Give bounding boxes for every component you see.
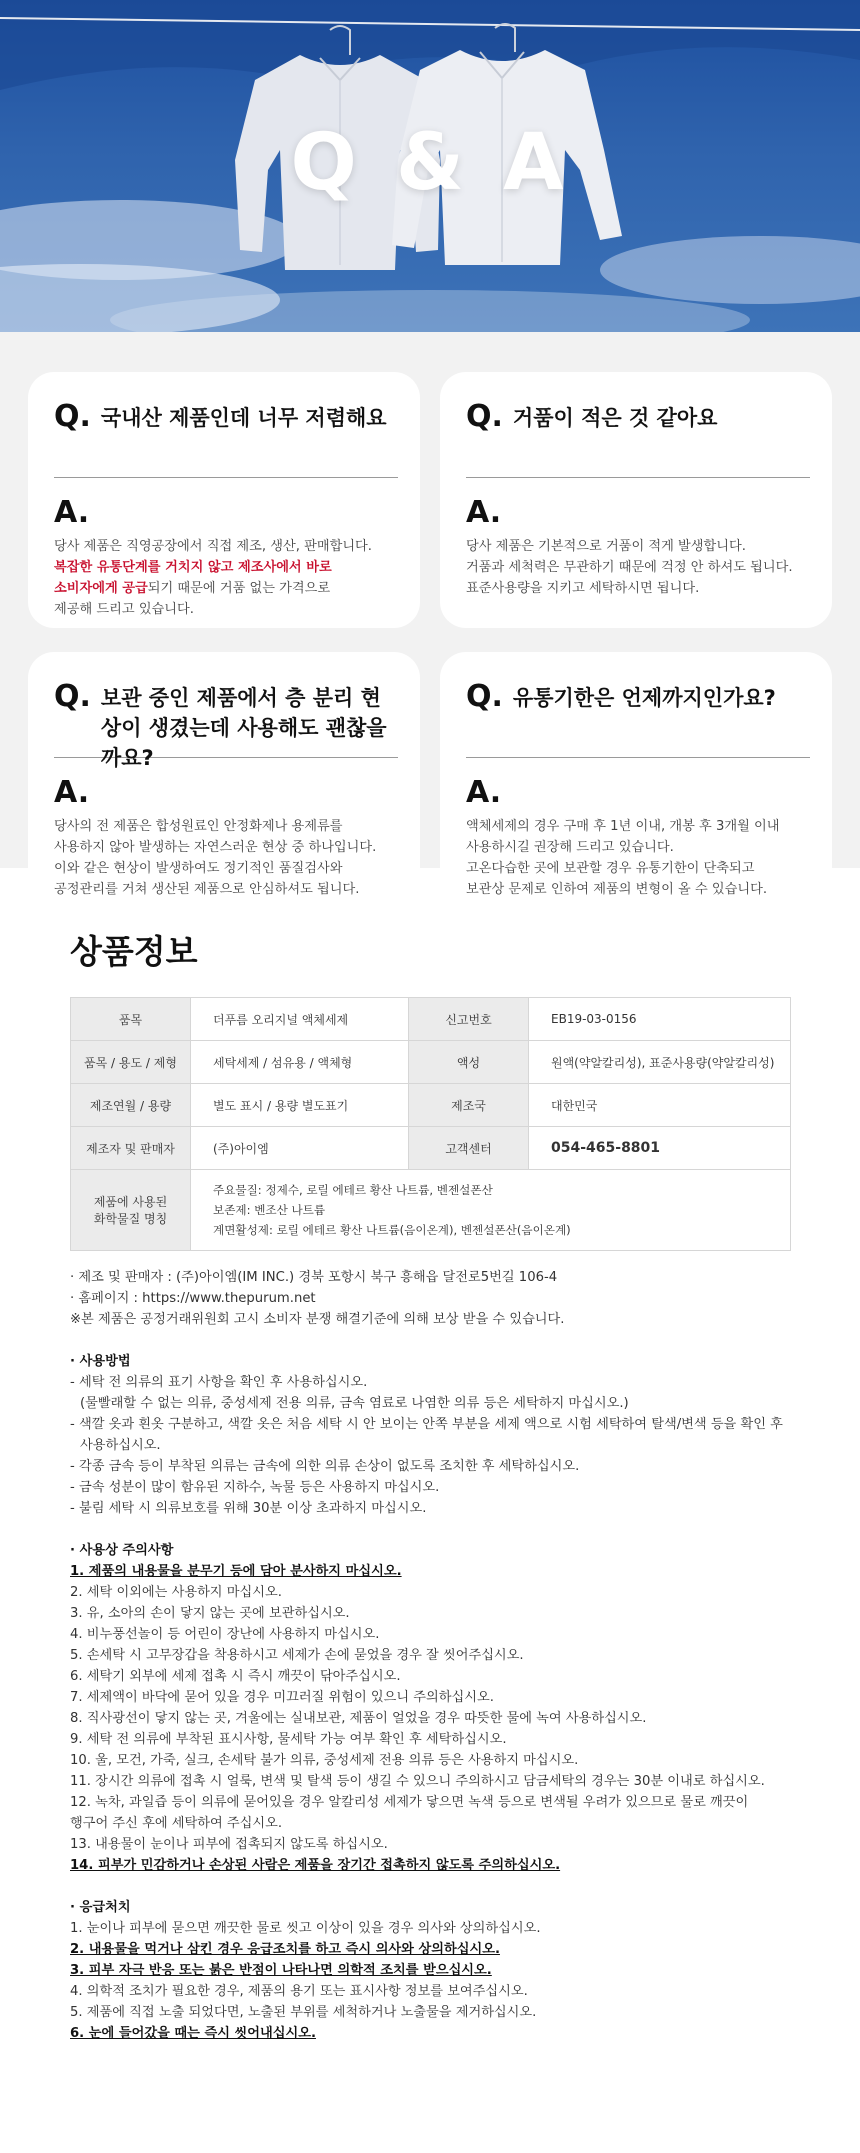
answer-mark: A. (54, 775, 90, 810)
question-mark: Q. (466, 399, 503, 434)
question-text: 국내산 제품인데 너무 저렴해요 (100, 406, 387, 430)
answer-text: 당사 제품은 직영공장에서 직접 제조, 생산, 판매합니다. 복잡한 유통단계를 거치지 않고 제조사에서 바로 소비자에게 공급되기 때문에 거품 없는 가격으로 제공해 드리고 있습니다. (54, 539, 372, 617)
first-aid-title: · 응급처치 (70, 1900, 131, 1915)
product-spec-table (70, 997, 791, 1251)
customer-center-phone: 054-465-8801 (529, 1127, 791, 1170)
usage-title: · 사용방법 (70, 1354, 131, 1369)
question-text: 유통기한은 언제까지인가요? (512, 686, 776, 710)
question-text: 거품이 적은 것 같아요 (512, 406, 718, 430)
product-info-title: 상품정보 (70, 932, 198, 971)
answer-text: 당사의 전 제품은 합성원료인 안정화제나 용제류를 사용하지 않아 발생하는 자연스러운 현상 중 하나입니다. 이와 같은 현상이 발생하여도 정기적인 품질검사와 공정관리를 거쳐 생산된 제품으로 안심하셔도 됩니다. (54, 819, 377, 897)
qa-card (28, 372, 420, 628)
answer-mark: A. (54, 495, 90, 530)
homepage-link[interactable]: · 홈페이지 : https://www.thepurum.net (70, 1291, 316, 1306)
table-row: 품목 더푸름 오리지널 액체세제 신고번호 EB19-03-0156 (71, 998, 791, 1041)
answer-mark: A. (466, 775, 502, 810)
qa-section (0, 332, 860, 897)
qa-card (440, 372, 832, 628)
answer-text: 당사 제품은 기본적으로 거품이 적게 발생합니다. 거품과 세척력은 무관하기 때문에 걱정 안 하셔도 됩니다. 표준사용량을 지키고 세탁하시면 됩니다. (466, 539, 793, 596)
product-notes: · 제조 및 판매자 : (주)아이엠(IM INC.) 경북 포항시 북구 흥해읍 달전로5번길 106-4 · 홈페이지 : https://www.thepurum.net ※본 제품은 공정거래위원회 고시 소비자 분쟁 해결기준에 의해 보상 받을 수 있습니다. · 사용방법 - 세탁 전 의류의 표기 사항을 확인 후 사용하십시오. (물빨래할 수 없는 의류, 중성세제 전용 의류, 금속 염료로 나염한 의류 등은 세탁하지 마십시오.) - 색깔 옷과 흰옷 구분하고, 색깔 옷은 처음 세탁 시 안 보이는 안쪽 부분을 세제 액으로 시험 세탁하여 탈색/변색 등을 확인 후 사용하십시오. - 각종 금속 등이 부착된 의류는 금속에 의한 의류 손상이 없도록 조치한 후 세탁하십시오. - 금속 성분이 많이 함유된 지하수, 녹물 등은 사용하지 마십시오. - 불림 세탁 시 의류보호를 위해 30분 이상 초과하지 마십시오. · 사용상 주의사항 1. 제품의 내용물을 분무기 등에 담아 분사하지 마십시오. 2. 세탁 이외에는 사용하지 마십시오. 3. 유, 소아의 손이 닿지 않는 곳에 보관하십시오. 4. 비누풍선놀이 등 어린이 장난에 사용하지 마십시오. 5. 손세탁 시 고무장갑을 착용하시고 세제가 손에 묻었을 경우 잘 씻어주십시오. 6. 세탁기 외부에 세제 접촉 시 즉시 깨끗이 닦아주십시오. 7. 세제액이 바닥에 묻어 있을 경우 미끄러질 위험이 있으니 주의하십시오. 8. 직사광선이 닿지 않는 곳, 겨울에는 실내보관, 제품이 얼었을 경우 따뜻한 물에 녹여 사용하십시오. 9. 세탁 전 의류에 부착된 표시사항, 물세탁 가능 여부 확인 후 세탁하십시오. 10. 울, 모건, 가죽, 실크, 손세탁 불가 의류, 중성세제 전용 의류 등은 사용하지 마십시오. 11. 장시간 의류에 접촉 시 얼룩, 변색 및 탈색 등이 생길 수 있으니 주의하시고 담금세탁의 경우는 30분 이내로 하십시오. 12. 녹차, 과일즙 등이 의류에 묻어있을 경우 알칼리성 세제가 닿으면 녹색 등으로 변색될 우려가 있으므로 물로 깨끗이 행구어 주신 후에 세탁하여 주십시오. 13. 내용물이 눈이나 피부에 접촉되지 않도록 하십시오. 14. 피부가 민감하거나 손상된 사람은 제품을 장기간 접촉하지 않도록 주의하십시오. · 응급처치 1. 눈이나 피부에 묻으면 깨끗한 물로 씻고 이상이 있을 경우 의사와 상의하십시오. 2. 내용물을 먹거나 삼킨 경우 응급조치를 하고 즉시 의사와 상의하십시오. 3. 피부 자극 반응 또는 붉은 반점이 나타나면 의학적 조치를 받으십시오. 4. 의학적 조치가 필요한 경우, 제품의 용기 또는 표시사항 정보를 보여주십시오. 5. 제품에 직접 노출 되었다면, 노출된 부위를 세척하거나 노출물을 제거하십시오. 6. 눈에 들어갔을 때는 즉시 씻어내십시오. (70, 1267, 810, 2044)
hero-banner (0, 0, 860, 332)
qa-card (440, 652, 832, 908)
question-mark: Q. (466, 679, 503, 714)
caution-title: · 사용상 주의사항 (70, 1543, 174, 1558)
table-row: 제품에 사용된 화학물질 명칭 주요물질: 정제수, 로릴 에테르 황산 나트륨, 벤젠설폰산 보존제: 벤조산 나트륨 계면활성제: 로릴 에테르 황산 나트륨(음이온계), 벤젠설폰산(음이온계) (71, 1170, 791, 1251)
question-mark: Q. (54, 399, 91, 434)
table-row: 제조연월 / 용량 별도 표시 / 용량 별도표기 제조국 대한민국 (71, 1084, 791, 1127)
question-text: 보관 중인 제품에서 층 분리 현상이 생겼는데 사용해도 괜찮을까요? (100, 686, 387, 770)
question-mark: Q. (54, 679, 91, 714)
answer-mark: A. (466, 495, 502, 530)
table-row: 품목 / 용도 / 제형 세탁세제 / 섬유용 / 액체형 액성 원액(약알칼리성), 표준사용량(약알칼리성) (71, 1041, 791, 1084)
hero-title: Q & A (290, 118, 570, 208)
qa-card (28, 652, 420, 908)
table-row: 제조자 및 판매자 (주)아이엠 고객센터 054-465-8801 (71, 1127, 791, 1170)
product-info-section (0, 868, 860, 2044)
answer-text: 액체세제의 경우 구매 후 1년 이내, 개봉 후 3개월 이내 사용하시길 권장해 드리고 있습니다. 고온다습한 곳에 보관할 경우 유통기한이 단축되고 보관상 문제로 인하여 제품의 변형이 올 수 있습니다. (466, 819, 780, 897)
